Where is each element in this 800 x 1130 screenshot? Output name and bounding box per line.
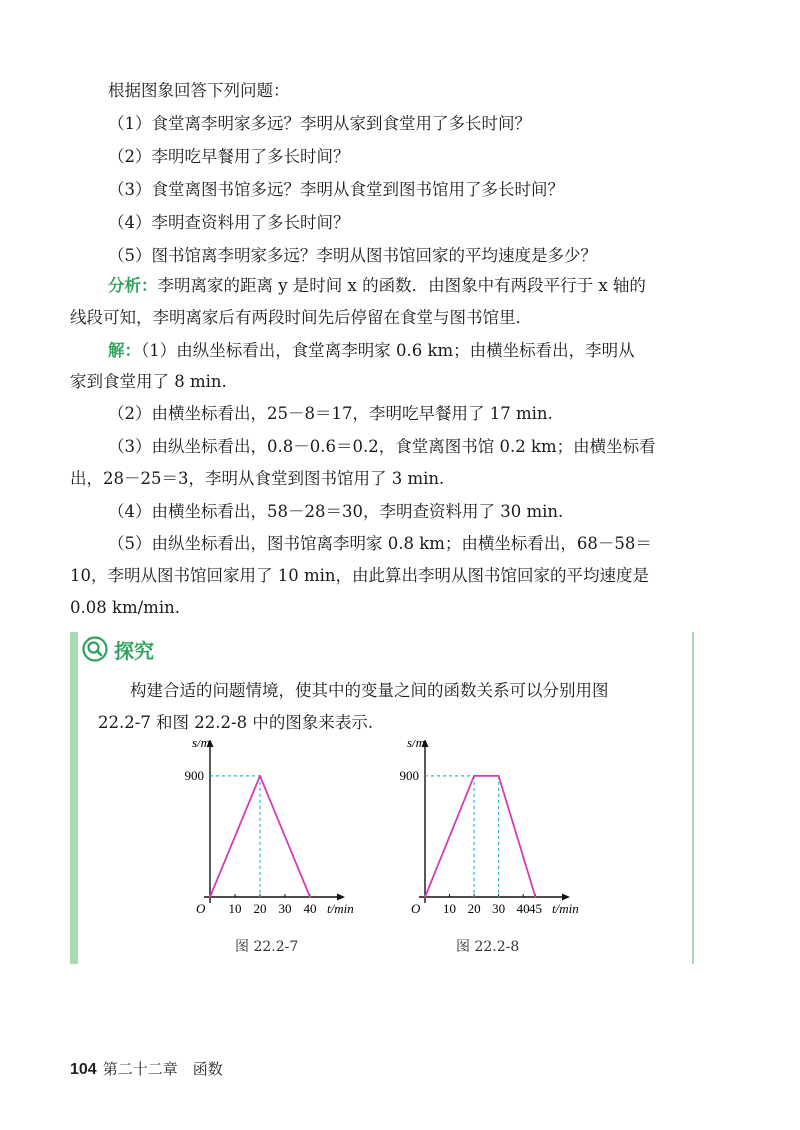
solution-line-4: （4）由横坐标看出，58－28＝30，李明查资料用了 30 min. [108,502,564,521]
series-segment [425,776,474,897]
explore-right-bar [692,632,694,964]
explore-title: 探究 [114,638,154,663]
solution-line-5b: 10，李明从图书馆回家用了 10 min，由此算出李明从图书馆回家的平均速度是 [70,566,650,585]
solution-line-1b: 家到食堂用了 8 min. [70,372,227,391]
question-3: （3）食堂离图书馆多远？李明从食堂到图书馆用了多长时间？ [108,180,564,199]
analysis-label: 分析： [108,276,158,295]
origin-label: O [196,901,206,916]
question-5: （5）图书馆离李明家多远？李明从图书馆回家的平均速度是多少？ [108,246,597,265]
analysis-line-2: 线段可知，李明离家后有两段时间先后停留在食堂与图书馆里． [70,308,532,327]
series-segment [499,776,536,897]
solution-label: 解： [108,341,141,360]
x-tick-label: 10 [228,901,242,916]
page-footer [70,1058,223,1079]
origin-label: O [411,901,421,916]
question-2: （2）李明吃早餐用了多长时间？ [108,147,350,166]
y-axis-label: s/m [407,740,426,750]
x-axis-label: t/min [552,901,579,916]
x-tick-label: 10 [443,901,457,916]
solution-line-1a [108,340,635,362]
x-tick-label: 30 [492,901,506,916]
y-tick-label: 900 [399,767,419,783]
question-4: （4）李明查资料用了多长时间？ [108,213,350,232]
x-tick-label: 40 [303,901,317,916]
x-tick-label: 20 [253,901,267,916]
y-tick-label: 900 [184,767,204,783]
analysis-text-1: 李明离家的距离 y 是时间 x 的函数．由图象中有两段平行于 x 轴的 [157,276,646,295]
solution-line-3b: 出，28－25＝3，李明从食堂到图书馆用了 3 min. [70,469,445,488]
analysis-line-1 [108,275,646,297]
solution-line-5a: （5）由纵坐标看出，图书馆离李明家 0.8 km；由横坐标看出，68－58＝ [108,534,652,553]
explore-text-2: 22.2-7 和图 22.2-8 中的图象来表示. [98,713,374,732]
figure-22-2-8 [385,740,595,929]
explore-magnifier-icon [82,636,108,662]
series-segment [260,776,310,897]
page-number: 104 [70,1061,97,1078]
solution-line-2: （2）由横坐标看出，25－8＝17，李明吃早餐用了 17 min. [108,404,553,423]
questions-intro: 根据图象回答下列问题： [108,81,290,100]
series-segment [210,776,260,897]
x-tick-label: 30 [278,901,292,916]
question-1: （1）食堂离李明家多远？李明从家到食堂用了多长时间？ [108,114,531,133]
explore-header [82,634,154,664]
chart-22-2-7 [170,740,370,925]
x-tick-label: 20 [467,901,481,916]
solution-line-5c: 0.08 km/min. [70,598,180,617]
x-axis-arrow [562,894,570,901]
figure-caption-1: 图 22.2-7 [235,939,299,955]
solution-text-1a: （1）由纵坐标看出，食堂离李明家 0.6 km；由横坐标看出，李明从 [141,341,635,360]
x-axis-label: t/min [327,901,354,916]
x-tick-label: 45 [528,901,542,916]
solution-line-3a: （3）由纵坐标看出，0.8－0.6＝0.2，食堂离图书馆 0.2 km；由横坐标看 [108,437,656,456]
explore-left-bar [70,632,78,964]
figure-caption-2: 图 22.2-8 [456,939,520,955]
chapter-title: 第二十二章 函数 [102,1060,223,1078]
y-axis-label: s/m [192,740,211,750]
explore-text-1: 构建合适的问题情境，使其中的变量之间的函数关系可以分别用图 [130,681,609,700]
x-axis-arrow [337,894,345,901]
chart-22-2-8 [385,740,595,925]
x-tick-label: 40 [516,901,530,916]
figure-22-2-7 [170,740,370,929]
